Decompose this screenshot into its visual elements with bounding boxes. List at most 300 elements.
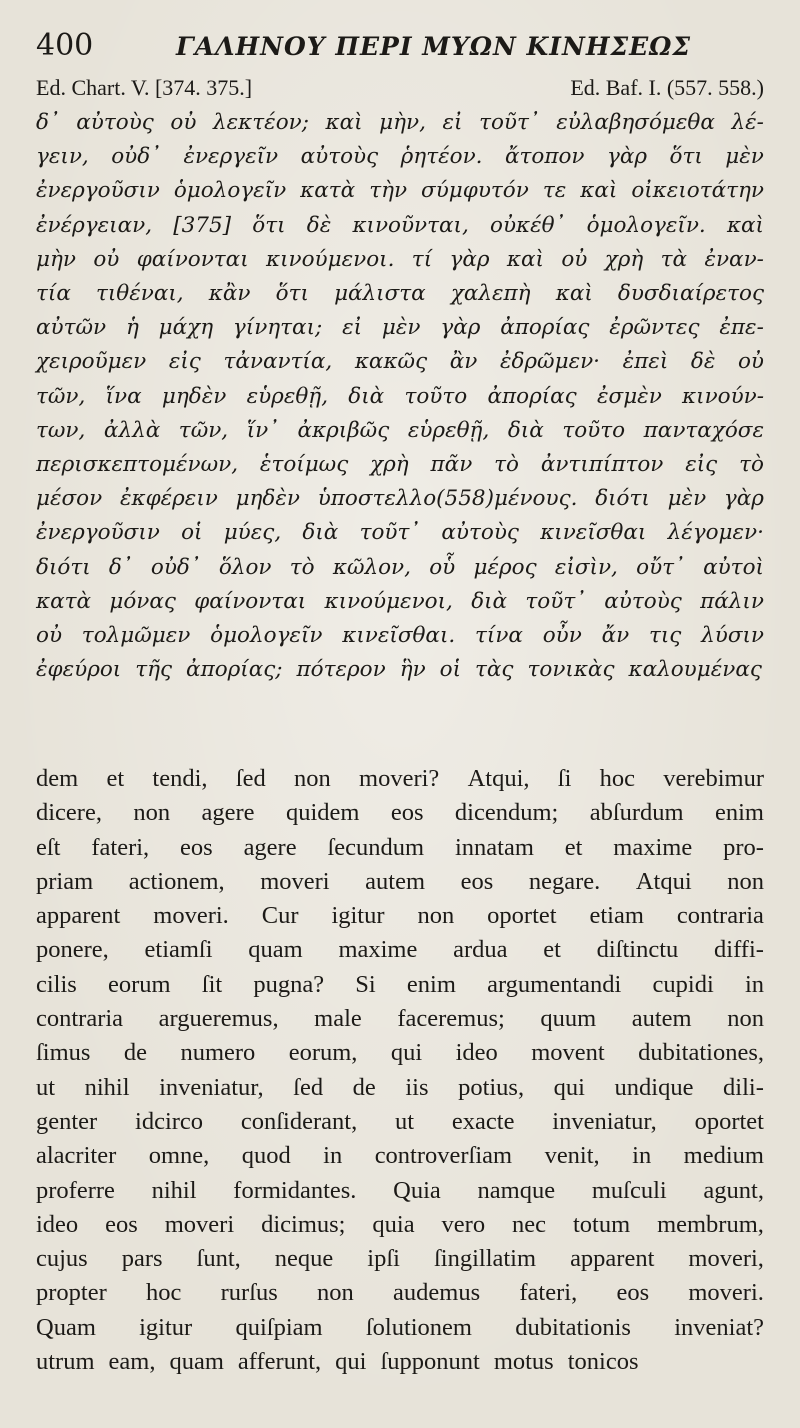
word: agere	[201, 799, 255, 827]
word: venit,	[544, 1142, 600, 1170]
word: εἰς	[168, 349, 201, 375]
word: τοῦτο	[404, 383, 468, 409]
edition-reference-left: Ed. Chart. V. [374. 375.]	[36, 75, 253, 100]
word: τολμῶμεν	[81, 623, 191, 649]
word: ὑποστελλο(558)μένους.	[317, 486, 578, 512]
word: εὐλαβησόμεθα	[556, 110, 715, 135]
word: μὲν	[725, 144, 764, 170]
word: oportet	[694, 1107, 764, 1135]
word: οἱ	[439, 657, 462, 683]
word: non	[417, 902, 455, 930]
word: ἡ	[125, 315, 139, 341]
word: eorum	[108, 970, 171, 998]
word: τὰ	[660, 246, 688, 272]
word: dicendum;	[454, 799, 559, 827]
word: negare.	[528, 867, 601, 895]
word: ἐνεργεῖν	[183, 144, 279, 170]
word: eos	[460, 867, 494, 895]
greek-text-line	[36, 209, 764, 243]
word: quod	[241, 1142, 291, 1170]
greek-text-line	[36, 243, 764, 277]
word: innatam	[454, 833, 534, 861]
word: τῶν,	[36, 383, 86, 409]
word: οὐ	[737, 349, 764, 375]
word: quum	[540, 1005, 597, 1033]
latin-text-line	[36, 1071, 764, 1105]
word: δὲ	[690, 349, 716, 375]
word: εὑρεθῇ,	[407, 417, 490, 443]
word: των,	[36, 417, 86, 443]
word: τε	[542, 178, 567, 204]
word: potius,	[458, 1073, 525, 1101]
word: οὖν	[542, 623, 582, 649]
running-title: ΓΑΛΗΝΟΥ ΠΕΡΙ ΜΥΩΝ ΚΙΝΗΣΕΩΣ	[176, 32, 692, 61]
word: autem	[631, 1005, 692, 1033]
word: γὰρ	[440, 315, 481, 341]
word: διὰ	[302, 520, 339, 546]
greek-text-line	[36, 380, 764, 414]
word: Cur	[261, 902, 299, 930]
word: propter	[36, 1279, 107, 1307]
word: καὶ	[726, 212, 764, 238]
word: τοῦτ᾽	[479, 110, 540, 135]
word: πότερον	[296, 657, 386, 683]
word: εἰ	[342, 315, 363, 341]
word: ὅτι	[275, 281, 309, 307]
word: περισκεπτομένων,	[36, 452, 239, 478]
word: φαίνονται	[194, 588, 307, 614]
word: πᾶν	[430, 452, 473, 478]
word: ἐρῶντες	[609, 315, 700, 341]
word: eos	[616, 1279, 650, 1307]
greek-text-line	[36, 448, 764, 482]
word: moveri.	[153, 902, 229, 930]
word: λέγομεν·	[667, 520, 764, 546]
latin-text-line	[36, 1036, 764, 1070]
word: pars	[121, 1245, 163, 1273]
latin-text-line	[36, 1345, 764, 1379]
word: qui	[553, 1073, 585, 1101]
word: οὐ	[170, 110, 197, 135]
word: μόνας	[109, 588, 176, 614]
word: moveri.	[688, 1279, 764, 1307]
word: moveri?	[359, 765, 440, 792]
word: moveri	[164, 1210, 235, 1238]
word: ἄτοπον	[504, 144, 585, 170]
word: Atqui	[635, 867, 692, 895]
word: et	[543, 936, 561, 964]
word: argumentandi	[487, 970, 622, 998]
word: igitur	[331, 902, 385, 930]
word: Atqui,	[467, 765, 530, 792]
word: non	[294, 765, 331, 792]
word: χρὴ	[370, 452, 409, 478]
word: κἂν	[208, 281, 251, 307]
latin-text-line	[36, 1276, 764, 1310]
word: αὐτοὶ	[703, 554, 764, 580]
word: nihil	[151, 1176, 197, 1204]
word: ῥητέον.	[400, 144, 483, 170]
word: non	[727, 1005, 764, 1033]
page-number: 400	[36, 28, 94, 63]
word: maxime	[338, 936, 418, 964]
word: τοῦτ᾽	[525, 588, 586, 614]
word: λύσιν	[701, 623, 764, 649]
word: ipſi	[367, 1245, 400, 1273]
word: oportet	[487, 902, 557, 930]
word: diſtinctu	[596, 936, 679, 964]
word: τὴν	[369, 178, 408, 204]
greek-text-line	[36, 140, 764, 174]
edition-reference-right: Ed. Baf. I. (557. 558.)	[570, 75, 764, 100]
word: διὰ	[348, 383, 385, 409]
word: μύες,	[223, 520, 282, 546]
word: etiam	[589, 902, 644, 930]
word: Quia	[393, 1176, 441, 1204]
word: κινούμενοι,	[324, 588, 453, 614]
greek-text-line	[36, 311, 764, 345]
word: apparent	[570, 1245, 655, 1273]
word: cujus	[36, 1245, 88, 1273]
word: χαλεπὴ	[450, 281, 531, 307]
word: τῶν,	[178, 417, 229, 443]
word: ſolutionem	[365, 1313, 472, 1341]
greek-text-line	[36, 345, 764, 379]
word: inveniatur,	[552, 1107, 657, 1135]
word: γὰρ	[607, 144, 648, 170]
word: proferre	[36, 1176, 115, 1204]
word: ἣν	[399, 657, 426, 683]
word: ut	[36, 1073, 56, 1101]
word: neque	[274, 1245, 334, 1273]
word: autem	[365, 867, 426, 895]
word: ἐδρῶμεν·	[499, 349, 601, 375]
greek-text-line	[36, 414, 764, 448]
word: genter	[36, 1107, 98, 1135]
word: ἀπορίας	[500, 315, 590, 341]
word: ideo	[36, 1210, 79, 1238]
word: καὶ	[555, 281, 593, 307]
word: οἰκειοτάτην	[631, 178, 764, 204]
word: in	[744, 970, 764, 998]
word: enim	[406, 970, 456, 998]
latin-text-line	[36, 1002, 764, 1036]
word: eorum,	[288, 1039, 358, 1067]
word: εὑρεθῇ,	[246, 383, 329, 409]
word: etiamſi	[144, 936, 213, 964]
greek-text-line	[36, 106, 764, 140]
word: δυσδιαίρετος	[617, 281, 764, 307]
word: ἐκφέρειν	[119, 486, 218, 512]
word: [375]	[173, 212, 232, 238]
word: κινεῖσθαι	[540, 520, 647, 546]
word: conſiderant,	[240, 1107, 358, 1135]
word: χειροῦμεν	[36, 349, 147, 375]
latin-text-line	[36, 1139, 764, 1173]
word: ſit	[201, 970, 223, 998]
word: afferunt,	[237, 1348, 322, 1376]
word: εἰ	[442, 110, 463, 135]
word: ſunt,	[196, 1245, 241, 1273]
word: ἐνεργοῦσιν	[36, 178, 160, 204]
word: audemus	[393, 1279, 481, 1307]
word: controverſiam	[374, 1142, 513, 1170]
word: hoc	[146, 1279, 182, 1307]
word: ἀπορίας	[487, 383, 577, 409]
word: εἰς	[685, 452, 718, 478]
word: ἐπεὶ	[622, 349, 669, 375]
word: ἑτοίμως	[259, 452, 349, 478]
word: τί	[411, 246, 433, 272]
word: τία	[36, 281, 71, 307]
latin-text-line	[36, 899, 764, 933]
word: moveri	[260, 867, 330, 895]
word: ὅτι	[252, 212, 286, 238]
word: καὶ	[580, 178, 618, 204]
word: muſculi	[591, 1176, 667, 1204]
word: numero	[180, 1039, 256, 1067]
word: eos	[180, 833, 213, 861]
word: ὅλον	[218, 554, 272, 580]
word: alacriter	[36, 1142, 117, 1170]
greek-text-line	[36, 277, 764, 311]
word: μηδὲν	[161, 383, 227, 409]
word: μὴν	[36, 246, 76, 272]
word: οὐδ᾽	[111, 144, 161, 170]
word: αὐτοὺς	[300, 144, 379, 170]
word: tonicos	[567, 1348, 639, 1376]
greek-text-line	[36, 653, 764, 687]
word: αὐτοὺς	[76, 110, 154, 135]
latin-text-line	[36, 1242, 764, 1276]
word: μάλιστα	[334, 281, 426, 307]
word: λεκτέον;	[213, 110, 309, 135]
word: quam	[169, 1348, 224, 1376]
word: contraria	[36, 1005, 124, 1033]
word: idcirco	[135, 1107, 204, 1135]
word: ſupponunt	[380, 1348, 480, 1376]
word: τὸ	[289, 554, 315, 580]
word: οἱ	[181, 520, 203, 546]
word: agere	[243, 833, 297, 861]
word: μέρος	[473, 554, 537, 580]
word: οὔτ᾽	[636, 554, 685, 580]
word: exacte	[451, 1107, 515, 1135]
word: κατὰ	[36, 588, 92, 614]
word: in	[323, 1142, 343, 1170]
word: priam	[36, 867, 94, 895]
word: contraria	[676, 902, 764, 930]
word: οὐ	[36, 623, 63, 649]
latin-text-line	[36, 933, 764, 967]
word: μὲν	[381, 315, 421, 341]
word: fateri,	[91, 833, 150, 861]
greek-text-line	[36, 174, 764, 208]
word: τοῦτ᾽	[359, 520, 421, 546]
word: κινούν-	[682, 383, 764, 409]
word: διότι	[595, 486, 650, 512]
word: τιθέναι,	[95, 281, 184, 307]
word: τὰς	[475, 657, 514, 683]
word: dubitationes,	[638, 1039, 764, 1067]
word: διὰ	[471, 588, 508, 614]
word: ἀντιπίπτον	[540, 452, 664, 478]
word: diffi-	[714, 936, 764, 964]
word: membrum,	[657, 1210, 764, 1238]
word: quia	[372, 1210, 415, 1238]
word: μὲν	[667, 486, 707, 512]
word: qui	[390, 1039, 423, 1067]
word: undique	[614, 1073, 694, 1101]
word: agunt,	[703, 1176, 764, 1204]
word: eam,	[108, 1348, 156, 1376]
word: cilis	[36, 970, 77, 998]
word: Quam	[36, 1313, 96, 1341]
word: τίνα	[475, 623, 523, 649]
word: εἰσὶν,	[554, 554, 618, 580]
word: ſi	[557, 765, 572, 792]
word: actionem,	[128, 867, 225, 895]
word: τὸ	[494, 452, 519, 478]
greek-text-line	[36, 482, 764, 516]
word: quam	[248, 936, 303, 964]
word: κινούμενοι.	[266, 246, 395, 272]
latin-text-line	[36, 968, 764, 1002]
word: μάχη	[158, 315, 214, 341]
word: nec	[512, 1210, 547, 1238]
word: πανταχόσε	[643, 417, 764, 443]
word: οὗ	[429, 554, 456, 580]
word: cupidi	[652, 970, 714, 998]
word: movent	[531, 1039, 605, 1067]
word: ſimus	[36, 1039, 91, 1067]
word: δ᾽	[36, 110, 60, 135]
word: αὐτοὺς	[441, 520, 519, 546]
latin-text-line	[36, 1105, 764, 1139]
word: medium	[683, 1142, 764, 1170]
latin-text-line	[36, 1311, 764, 1345]
word: totum	[572, 1210, 631, 1238]
word: eſt	[36, 833, 61, 861]
word: δ᾽	[108, 554, 133, 580]
word: ὁμολογεῖν.	[586, 212, 706, 238]
word: ἐνέργειαν,	[36, 212, 153, 238]
word: ſingillatim	[433, 1245, 537, 1273]
word: οὐκέθ᾽	[490, 212, 566, 238]
word: Si	[355, 970, 376, 998]
word: moveri,	[688, 1245, 764, 1273]
word: dem	[36, 765, 79, 792]
word: igitur	[139, 1313, 193, 1341]
word: ſed	[293, 1073, 324, 1101]
word: qui	[335, 1348, 367, 1376]
word: non	[133, 799, 171, 827]
word: verebimur	[663, 765, 764, 792]
word: λέ-	[731, 110, 764, 135]
word: et	[564, 833, 583, 861]
word: pro-	[723, 833, 764, 861]
latin-text-block	[36, 762, 764, 1379]
word: non	[727, 867, 764, 895]
word: μέσον	[36, 486, 103, 512]
word: apparent	[36, 902, 121, 930]
edition-reference-line	[36, 72, 764, 104]
word: καλουμένας	[628, 657, 762, 683]
word: τις	[648, 623, 682, 649]
word: in	[632, 1142, 652, 1170]
word: ἐφεύροι	[36, 657, 122, 683]
word: formidantes.	[233, 1176, 357, 1204]
word: αὐτῶν	[36, 315, 107, 341]
word: rurſus	[220, 1279, 278, 1307]
word: ἀπορίας;	[186, 657, 283, 683]
word: eos	[105, 1210, 138, 1238]
word: τὸ	[739, 452, 764, 478]
word: γὰρ	[723, 486, 764, 512]
word: motus	[493, 1348, 554, 1376]
word: inveniat?	[674, 1313, 764, 1341]
word: τἀναντία,	[223, 349, 333, 375]
word: eos	[390, 799, 424, 827]
word: namque	[477, 1176, 556, 1204]
latin-text-line	[36, 1208, 764, 1242]
word: ἂν	[449, 349, 478, 375]
word: χρὴ	[604, 246, 644, 272]
running-head	[36, 28, 764, 72]
greek-text-line	[36, 551, 764, 585]
word: fateri,	[519, 1279, 578, 1307]
latin-text-line	[36, 796, 764, 830]
word: διότι	[36, 554, 91, 580]
word: γίνηται;	[232, 315, 323, 341]
word: κινεῖσθαι.	[342, 623, 456, 649]
word: tendi,	[152, 765, 208, 792]
word: et	[106, 765, 125, 792]
word: φαίνονται	[136, 246, 249, 272]
word: μηδὲν	[235, 486, 300, 512]
word: enim	[715, 799, 764, 827]
word: ὁμολογεῖν	[210, 623, 323, 649]
word: ὁμολογεῖν	[173, 178, 287, 204]
word: dubitationis	[515, 1313, 631, 1341]
word: κινοῦνται,	[352, 212, 469, 238]
word: καὶ	[325, 110, 363, 135]
latin-text-line	[36, 831, 764, 865]
word: τοῦτο	[562, 417, 626, 443]
word: αὐτοὺς	[604, 588, 682, 614]
word: inveniatur,	[159, 1073, 264, 1101]
word: maxime	[613, 833, 693, 861]
word: ſecundum	[327, 833, 425, 861]
latin-text-line	[36, 1174, 764, 1208]
word: pugna?	[253, 970, 325, 998]
word: ſed	[235, 765, 266, 792]
word: non	[317, 1279, 354, 1307]
word: γειν,	[36, 144, 89, 170]
word: ponere,	[36, 936, 109, 964]
greek-text-line	[36, 619, 764, 653]
word: de	[352, 1073, 376, 1101]
word: κατὰ	[300, 178, 356, 204]
word: ἄν	[601, 623, 630, 649]
word: nihil	[84, 1073, 130, 1101]
word: ἵνα	[105, 383, 142, 409]
word: de	[123, 1039, 148, 1067]
greek-text-line	[36, 585, 764, 619]
word: utrum	[36, 1348, 95, 1376]
word: male	[314, 1005, 362, 1033]
word: iis	[405, 1073, 429, 1101]
